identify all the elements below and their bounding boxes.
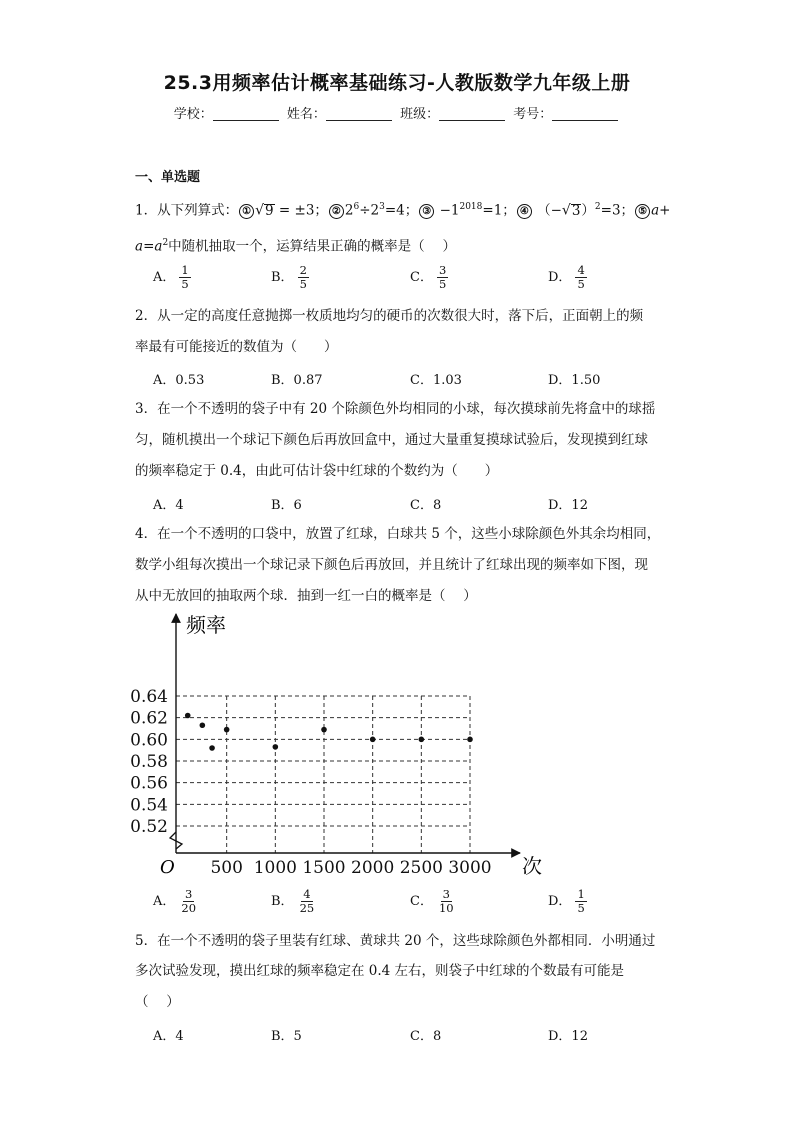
denominator: 25 xyxy=(299,901,315,915)
q1-line2 xyxy=(135,234,675,256)
numerator: 3 xyxy=(442,887,450,901)
q1-line2-rest: 中随机抽取一个，运算结果正确的概率是（ ） xyxy=(168,238,456,255)
option-label: B． xyxy=(271,894,294,909)
q2-option-a[interactable]: A．0.53 xyxy=(153,373,205,388)
option-label: D． xyxy=(548,270,572,285)
data-point xyxy=(467,737,473,743)
q3-options xyxy=(153,494,653,524)
fraction xyxy=(437,264,448,291)
x-axis-label: 次 xyxy=(522,854,542,878)
q5-options xyxy=(153,1025,653,1055)
y-tick-label: 0.64 xyxy=(130,687,168,707)
q1-option-d[interactable] xyxy=(548,264,587,291)
q1-e5-a: a+ xyxy=(651,202,671,219)
y-tick-label: 0.52 xyxy=(130,817,168,837)
denominator: 5 xyxy=(181,277,189,291)
data-point xyxy=(419,737,425,743)
section-heading: 一、单选题 xyxy=(135,170,201,185)
q1-line2-a2: a xyxy=(154,238,163,255)
numerator: 3 xyxy=(438,263,447,277)
option-label: D． xyxy=(548,894,572,909)
q2-options xyxy=(153,369,653,399)
data-point xyxy=(224,727,230,733)
sqrt-icon: √ xyxy=(561,202,571,219)
q5-option-d[interactable]: D．12 xyxy=(548,1029,588,1044)
fraction xyxy=(179,264,190,291)
numerator: 4 xyxy=(577,263,585,277)
q2-line2: 率最有可能接近的数值为（ ） xyxy=(135,339,338,355)
q1-e3-pre: −1 xyxy=(435,202,460,219)
data-point xyxy=(209,745,215,751)
q5-line2: 多次试验发现，摸出红球的频率稳定在 0.4 左右，则袋子中红球的个数最有可能是 xyxy=(135,963,625,979)
q1-e4-radicand: 3 xyxy=(571,202,581,219)
option-label: C． xyxy=(410,270,433,285)
q1-e4-rest: =3； xyxy=(600,202,635,219)
fraction xyxy=(575,264,586,291)
sqrt-icon: √ xyxy=(255,202,265,219)
q5-line1: 5．在一个不透明的袋子里装有红球、黄球共 20 个，这些球除颜色外都相同．小明通过 xyxy=(135,933,656,949)
y-tick-label: 0.56 xyxy=(130,773,168,794)
option-label: A． xyxy=(153,270,176,285)
fraction xyxy=(298,264,309,291)
school-label: 学校： xyxy=(173,107,213,122)
q1-line2-eq: = xyxy=(143,238,155,255)
denominator: 20 xyxy=(181,901,197,915)
origin-label: O xyxy=(160,857,175,878)
q1-e4-pre: （− xyxy=(532,202,562,219)
q2-option-c[interactable]: C．1.03 xyxy=(410,373,462,388)
circle-3: ③ xyxy=(419,204,434,219)
class-label: 班级： xyxy=(400,107,440,122)
q4-line3: 从中无放回的抽取两个球．抽到一红一白的概率是（ ） xyxy=(135,588,477,604)
denominator: 5 xyxy=(438,277,447,291)
chart-grid xyxy=(176,696,470,853)
y-tick-label: 0.58 xyxy=(130,752,168,772)
option-label: B． xyxy=(271,270,294,285)
q1-e3-rest: =1； xyxy=(482,202,516,219)
y-tick-label: 0.60 xyxy=(130,730,168,751)
q1-e2-base: 2 xyxy=(344,202,354,219)
denominator: 5 xyxy=(299,277,307,291)
circle-5: ⑤ xyxy=(635,204,650,219)
x-tick-label: 2500 xyxy=(399,858,443,878)
numerator: 1 xyxy=(181,263,189,277)
chart-points xyxy=(185,713,473,751)
q4-option-d[interactable] xyxy=(548,888,587,915)
q2-line1: 2．从一定的高度任意抛掷一枚质地均匀的硬币的次数很大时，落下后，正面朝上的频 xyxy=(135,308,644,324)
q3-option-a[interactable]: A．4 xyxy=(153,498,184,513)
q1-e1-rest: = ±3； xyxy=(274,202,328,219)
q3-option-b[interactable]: B．6 xyxy=(271,498,302,513)
circle-4: ④ xyxy=(517,204,532,219)
numerator: 1 xyxy=(577,887,585,901)
q3-line3: 的频率稳定于 0.4，由此可估计袋中红球的个数约为（ ） xyxy=(135,463,499,479)
q5-line3: （ ） xyxy=(135,994,180,1010)
x-tick-label: 1000 xyxy=(253,858,297,878)
option-label: A． xyxy=(153,894,176,909)
q4-line2: 数学小组每次摸出一个球记录下颜色后再放回，并且统计了红球出现的频率如下图，现 xyxy=(135,557,648,573)
q1-option-b[interactable] xyxy=(271,264,309,291)
page-title: 25.3用频率估计概率基础练习-人教版数学九年级上册 xyxy=(163,72,631,94)
name-blank[interactable] xyxy=(326,108,392,121)
x-tick-label: 2000 xyxy=(351,858,395,878)
data-point xyxy=(321,727,327,733)
denominator: 5 xyxy=(577,901,585,915)
q5-option-c[interactable]: C．8 xyxy=(410,1029,442,1044)
q2-option-d[interactable]: D．1.50 xyxy=(548,373,601,388)
q5-option-b[interactable]: B．5 xyxy=(271,1029,302,1044)
circle-2: ② xyxy=(329,204,344,219)
q1-line1 xyxy=(135,198,675,220)
y-tick-label: 0.54 xyxy=(130,795,168,816)
q4-option-a[interactable] xyxy=(153,888,198,915)
q1-e2-exp2: 3 xyxy=(379,202,385,212)
fraction xyxy=(298,888,317,915)
q1-e2-mid: ÷2 xyxy=(359,202,380,219)
data-point xyxy=(200,722,206,728)
fraction xyxy=(437,888,456,915)
q1-e2-rest: =4； xyxy=(384,202,419,219)
q1-e3-exp: 2018 xyxy=(459,202,483,212)
exam-no-blank[interactable] xyxy=(552,108,618,121)
q1-number: 1． xyxy=(135,202,158,219)
data-point xyxy=(273,744,279,750)
x-tick-label: 3000 xyxy=(448,858,492,878)
q3-option-d[interactable]: D．12 xyxy=(548,498,588,513)
numerator: 2 xyxy=(299,263,307,277)
q1-option-c[interactable] xyxy=(410,264,448,291)
q3-option-c[interactable]: C．8 xyxy=(410,498,442,513)
q2-option-b[interactable]: B．0.87 xyxy=(271,373,323,388)
q3-line2: 匀，随机摸出一个球记下颜色后再放回盒中，通过大量重复摸球试验后，发现摸到红球 xyxy=(135,432,648,448)
numerator: 4 xyxy=(303,887,311,901)
student-info-row xyxy=(0,103,794,122)
chart-axes xyxy=(170,614,520,853)
name-label: 姓名： xyxy=(286,107,326,122)
circle-1: ① xyxy=(239,204,254,219)
q1-line2-exp: 2 xyxy=(162,238,169,248)
q1-line2-a: a xyxy=(135,238,144,255)
frequency-chart xyxy=(120,608,560,888)
data-point xyxy=(370,737,376,743)
denominator: 10 xyxy=(438,901,454,915)
x-tick-label: 1500 xyxy=(302,858,346,878)
q1-e1-radicand: 9 xyxy=(265,202,274,219)
q5-option-a[interactable]: A．4 xyxy=(153,1029,184,1044)
x-tick-label: 500 xyxy=(210,858,243,878)
numerator: 3 xyxy=(185,887,193,901)
q1-e2-exp1: 6 xyxy=(353,202,360,212)
option-label: C． xyxy=(410,894,433,909)
q1-e4-exp: 2 xyxy=(594,202,601,212)
fraction xyxy=(179,888,198,915)
q1-options xyxy=(153,264,653,294)
q4-option-b[interactable] xyxy=(271,888,316,915)
fraction xyxy=(575,888,586,915)
denominator: 5 xyxy=(577,277,585,291)
q4-line1: 4．在一个不透明的口袋中，放置了红球，白球共 5 个，这些小球除颜色外其余均相同， xyxy=(135,526,661,542)
exam-no-label: 考号： xyxy=(513,107,553,122)
data-point xyxy=(185,713,191,719)
class-blank[interactable] xyxy=(439,108,505,121)
q4-options xyxy=(153,888,653,918)
q1-e4-post: ） xyxy=(581,202,595,219)
q1-intro: 从下列算式： xyxy=(157,202,239,219)
y-axis-label: 频率 xyxy=(186,613,226,637)
q3-line1: 3．在一个不透明的袋子中有 20 个除颜色外均相同的小球，每次摸球前先将盒中的球摇 xyxy=(135,401,656,417)
q1-option-a[interactable] xyxy=(153,264,191,291)
y-tick-label: 0.62 xyxy=(130,708,168,729)
school-blank[interactable] xyxy=(213,108,279,121)
q4-option-c[interactable] xyxy=(410,888,456,915)
